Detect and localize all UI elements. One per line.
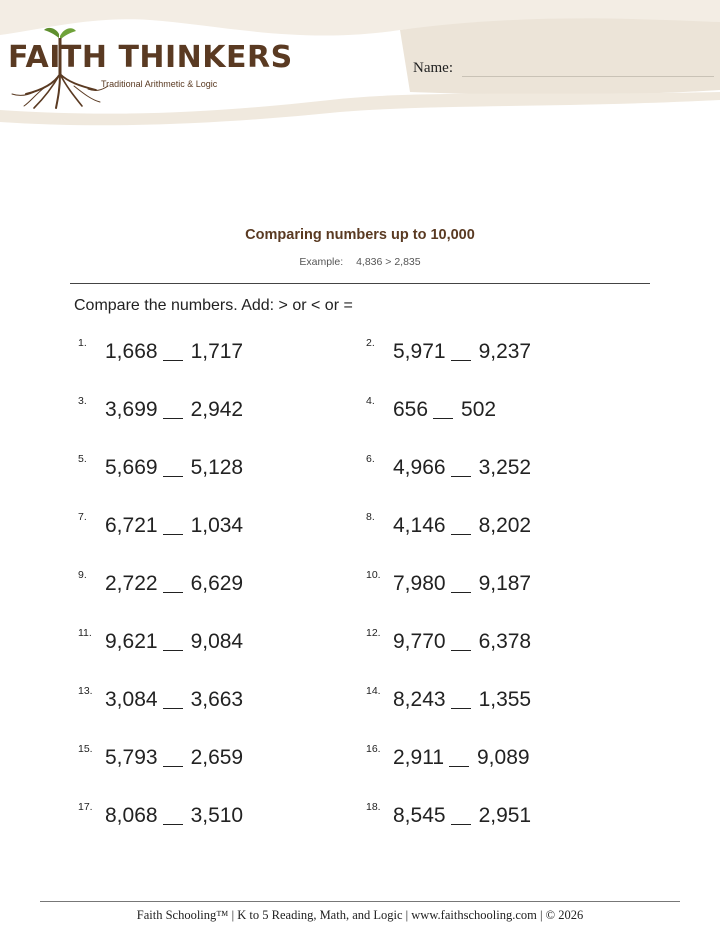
problem-number: 4. xyxy=(366,395,375,407)
problem-number: 7. xyxy=(78,511,87,523)
problem-expression xyxy=(393,398,496,422)
left-number: 3,699 xyxy=(105,398,158,421)
problem-expression xyxy=(105,398,243,422)
footer-divider xyxy=(40,901,680,902)
brand-wordmark: FAITH THINKERS xyxy=(8,40,293,75)
answer-blank[interactable] xyxy=(451,359,471,361)
left-number: 2,722 xyxy=(105,572,158,595)
right-number: 2,659 xyxy=(190,746,244,769)
worksheet-title: Comparing numbers up to 10,000 xyxy=(245,227,475,243)
answer-blank[interactable] xyxy=(451,707,471,709)
answer-blank[interactable] xyxy=(163,591,183,593)
answer-blank[interactable] xyxy=(451,591,471,593)
problem-expression xyxy=(393,630,531,654)
right-number: 2,942 xyxy=(190,398,244,421)
problem-number: 17. xyxy=(78,801,93,813)
problem-number: 6. xyxy=(366,453,375,465)
left-number: 8,545 xyxy=(393,804,446,827)
answer-blank[interactable] xyxy=(163,823,183,825)
problem-number: 12. xyxy=(366,627,381,639)
right-number: 6,378 xyxy=(478,630,532,653)
left-number: 5,669 xyxy=(105,456,158,479)
right-number: 1,034 xyxy=(190,514,244,537)
answer-blank[interactable] xyxy=(451,823,471,825)
right-number: 3,663 xyxy=(190,688,244,711)
brand-tagline: Traditional Arithmetic & Logic xyxy=(101,79,218,89)
problem-expression xyxy=(393,572,531,596)
answer-blank[interactable] xyxy=(163,359,183,361)
problem-expression xyxy=(393,804,531,828)
example-label: Example: xyxy=(299,256,344,268)
left-number: 6,721 xyxy=(105,514,158,537)
name-field[interactable] xyxy=(462,76,714,77)
right-number: 9,089 xyxy=(477,746,530,769)
right-number: 1,355 xyxy=(478,688,532,711)
left-number: 5,793 xyxy=(105,746,158,769)
left-number: 9,770 xyxy=(393,630,446,653)
problem-number: 15. xyxy=(78,743,93,755)
left-number: 4,966 xyxy=(393,456,446,479)
left-number: 656 xyxy=(393,398,429,421)
name-label: Name: xyxy=(413,60,453,76)
problem-expression xyxy=(105,804,243,828)
problem-expression xyxy=(105,340,243,364)
example-value: 4,836 > 2,835 xyxy=(356,256,421,268)
answer-blank[interactable] xyxy=(451,475,471,477)
problem-number: 18. xyxy=(366,801,381,813)
problem-expression xyxy=(105,514,243,538)
answer-blank[interactable] xyxy=(163,649,183,651)
left-number: 3,084 xyxy=(105,688,158,711)
problem-expression xyxy=(105,630,243,654)
problem-number: 8. xyxy=(366,511,375,523)
answer-blank[interactable] xyxy=(163,765,183,767)
problem-number: 1. xyxy=(78,337,87,349)
answer-blank[interactable] xyxy=(451,533,471,535)
right-number: 5,128 xyxy=(190,456,244,479)
left-number: 8,243 xyxy=(393,688,446,711)
problem-number: 9. xyxy=(78,569,87,581)
left-number: 2,911 xyxy=(393,746,444,769)
problem-expression xyxy=(393,456,531,480)
instructions: Compare the numbers. Add: > or < or = xyxy=(74,297,353,314)
right-number: 2,951 xyxy=(478,804,532,827)
right-number: 502 xyxy=(461,398,497,421)
left-number: 8,068 xyxy=(105,804,158,827)
problem-number: 10. xyxy=(366,569,381,581)
answer-blank[interactable] xyxy=(449,765,469,767)
problem-number: 16. xyxy=(366,743,381,755)
right-number: 9,237 xyxy=(478,340,532,363)
right-number: 8,202 xyxy=(478,514,532,537)
problem-number: 3. xyxy=(78,395,87,407)
answer-blank[interactable] xyxy=(163,707,183,709)
right-number: 3,252 xyxy=(478,456,532,479)
right-number: 9,084 xyxy=(190,630,244,653)
problem-expression xyxy=(105,746,243,770)
problem-number: 5. xyxy=(78,453,87,465)
problem-expression xyxy=(105,572,243,596)
example-line xyxy=(0,256,720,268)
problem-number: 14. xyxy=(366,685,381,697)
footer-text: Faith Schooling™ | K to 5 Reading, Math, and Logic | www.faithschooling.com | © 2026 xyxy=(136,908,584,922)
right-number: 3,510 xyxy=(190,804,244,827)
problem-number: 11. xyxy=(78,627,92,639)
problem-expression xyxy=(393,688,531,712)
problem-expression xyxy=(393,746,530,770)
right-number: 6,629 xyxy=(190,572,244,595)
answer-blank[interactable] xyxy=(433,417,453,419)
left-number: 4,146 xyxy=(393,514,446,537)
right-number: 9,187 xyxy=(478,572,532,595)
answer-blank[interactable] xyxy=(163,475,183,477)
answer-blank[interactable] xyxy=(163,417,183,419)
problem-number: 13. xyxy=(78,685,93,697)
answer-blank[interactable] xyxy=(163,533,183,535)
right-number: 1,717 xyxy=(190,340,244,363)
problem-expression xyxy=(393,514,531,538)
left-number: 5,971 xyxy=(393,340,446,363)
problem-expression xyxy=(393,340,531,364)
left-number: 7,980 xyxy=(393,572,446,595)
answer-blank[interactable] xyxy=(451,649,471,651)
problem-number: 2. xyxy=(366,337,375,349)
left-number: 1,668 xyxy=(105,340,158,363)
divider xyxy=(70,283,650,284)
problem-expression xyxy=(105,688,243,712)
left-number: 9,621 xyxy=(105,630,158,653)
problem-expression xyxy=(105,456,243,480)
